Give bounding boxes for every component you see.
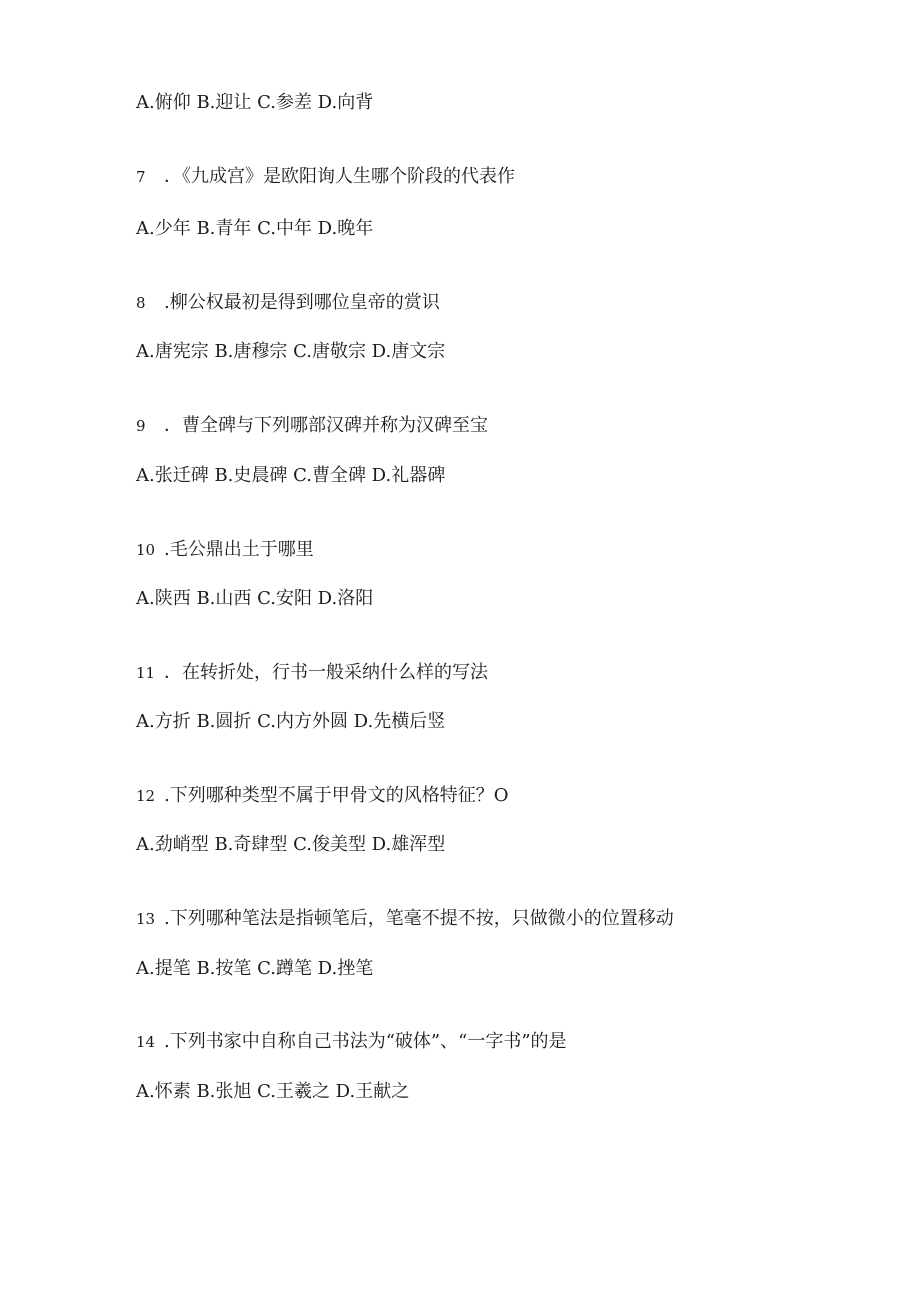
options-text: A.陕西 B.山西 C.安阳 D.洛阳 bbox=[136, 588, 374, 609]
options-8 bbox=[136, 340, 445, 364]
options-13 bbox=[136, 957, 373, 981]
question-7 bbox=[136, 165, 515, 189]
question-8 bbox=[136, 291, 440, 315]
question-text: .柳公权最初是得到哪位皇帝的赏识 bbox=[164, 292, 440, 313]
question-number: 14 bbox=[136, 1033, 156, 1051]
question-number: 12 bbox=[136, 787, 156, 805]
options-6 bbox=[136, 91, 373, 115]
question-number: 11 bbox=[136, 664, 156, 682]
question-text: .毛公鼎出土于哪里 bbox=[164, 539, 314, 560]
options-text: A.唐宪宗 B.唐穆宗 C.唐敬宗 D.唐文宗 bbox=[136, 341, 446, 362]
question-text: ．在转折处，行书一般采纳什么样的写法 bbox=[164, 662, 488, 683]
question-11 bbox=[136, 661, 488, 685]
options-14 bbox=[136, 1080, 409, 1104]
question-number: 7 bbox=[136, 168, 146, 186]
question-14 bbox=[136, 1030, 567, 1054]
question-12 bbox=[136, 784, 508, 808]
question-10 bbox=[136, 538, 314, 562]
options-text: A.张迁碑 B.史晨碑 C.曹全碑 D.礼器碑 bbox=[136, 465, 446, 486]
question-text: ．《九成宫》是欧阳询人生哪个阶段的代表作 bbox=[164, 166, 515, 187]
question-number: 9 bbox=[136, 417, 146, 435]
question-text: ．曹全碑与下列哪部汉碑并称为汉碑至宝 bbox=[164, 415, 488, 436]
options-text: A.少年 B.青年 C.中年 D.晚年 bbox=[136, 218, 374, 239]
options-9 bbox=[136, 464, 445, 488]
options-text: A.提笔 B.按笔 C.蹲笔 D.挫笔 bbox=[136, 958, 374, 979]
options-text: A.怀素 B.张旭 C.王羲之 D.王献之 bbox=[136, 1081, 410, 1102]
question-number: 8 bbox=[136, 294, 146, 312]
question-text: .下列书家中自称自己书法为“破体”、“一字书”的是 bbox=[164, 1031, 567, 1052]
options-text: A.方折 B.圆折 C.内方外圆 D.先横后竖 bbox=[136, 711, 446, 732]
options-11 bbox=[136, 710, 445, 734]
options-text: A.俯仰 B.迎让 C.参差 D.向背 bbox=[136, 92, 374, 113]
question-13 bbox=[136, 907, 674, 931]
options-12 bbox=[136, 833, 445, 857]
question-text: .下列哪种类型不属于甲骨文的风格特征？O bbox=[164, 785, 509, 806]
options-7 bbox=[136, 217, 373, 241]
question-number: 13 bbox=[136, 910, 156, 928]
options-10 bbox=[136, 587, 373, 611]
question-9 bbox=[136, 414, 488, 438]
options-text: A.劲峭型 B.奇肆型 C.俊美型 D.雄浑型 bbox=[136, 834, 446, 855]
question-text: .下列哪种笔法是指顿笔后，笔毫不提不按，只做微小的位置移动 bbox=[164, 908, 674, 929]
question-number: 10 bbox=[136, 541, 156, 559]
